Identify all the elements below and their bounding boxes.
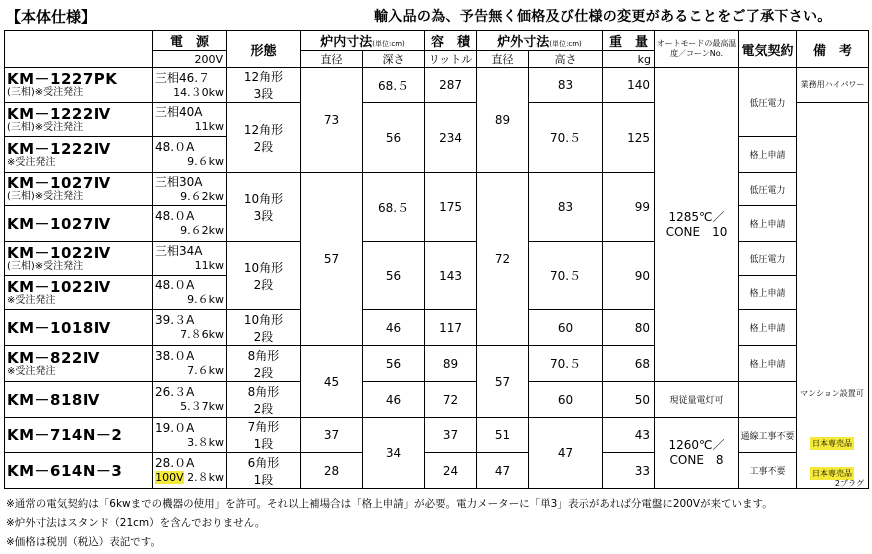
inner-diameter-cell: 37 [301, 418, 363, 453]
outer-diameter-cell: 57 [477, 346, 529, 418]
liter-cell: 89 [425, 346, 477, 382]
plug-note: 2プラグ [834, 479, 864, 488]
model-cell: KM－1222Ⅳ ※受注発注 [5, 137, 153, 173]
depth-cell: 34 [363, 418, 425, 489]
power-cell: 三相34A 11kw [153, 242, 227, 276]
weight-cell: 125 [603, 103, 655, 173]
model-cell: KM－1027Ⅳ [5, 206, 153, 242]
liter-cell: 37 [425, 418, 477, 453]
power-cell: 38.０A 7.６kw [153, 346, 227, 382]
model-cell: KM－1022Ⅳ ※受注発注 [5, 276, 153, 310]
contract-cell: 低圧電力 [739, 242, 797, 276]
weight-header: 重 量 [603, 31, 655, 51]
liter-cell: 143 [425, 242, 477, 310]
inner-diameter-cell: 73 [301, 68, 363, 173]
contract-header: 電気契約 [739, 31, 797, 68]
model-cell: KM－1022Ⅳ (三相)※受注発注 [5, 242, 153, 276]
footnote-3: ※価格は税別（税込）表記です。 [6, 536, 161, 548]
remark-cell: 業務用ハイパワー [797, 68, 869, 103]
contract-cell: 格上申請 [739, 276, 797, 310]
footnote-2: ※炉外寸法はスタンド（21cm）を含んでおりません。 [6, 517, 266, 529]
outer-diameter-cell: 89 [477, 68, 529, 173]
shape-cell: 12角形 3段 [227, 68, 301, 103]
height-cell: 70.５ [529, 346, 603, 382]
power-cell: 26.３A 5.３7kw [153, 382, 227, 418]
contract-cell: 格上申請 [739, 137, 797, 173]
shape-cell: 10角形 2段 [227, 310, 301, 346]
depth-cell: 56 [363, 242, 425, 310]
table-row [5, 68, 869, 103]
liter-cell: 175 [425, 173, 477, 242]
contract-cell: 低圧電力 [739, 173, 797, 206]
power-cell: 三相46.７ 14.３0kw [153, 68, 227, 103]
table-row [5, 310, 869, 346]
depth-cell: 46 [363, 310, 425, 346]
power-cell: 48.０A 9.６2kw [153, 206, 227, 242]
weight-cell: 43 [603, 418, 655, 453]
depth-cell: 56 [363, 103, 425, 173]
table-row [5, 418, 869, 453]
contract-cell: 工事不要 [739, 453, 797, 489]
shape-cell: 8角形 2段 [227, 346, 301, 382]
shape-cell: 8角形 2段 [227, 382, 301, 418]
inner-size-header: 炉内寸法(単位:cm) [301, 31, 425, 51]
model-cell: KM－1227PK (三相)※受注発注 [5, 68, 153, 103]
model-header [5, 31, 153, 68]
contract-cell: 低圧電力 [739, 68, 797, 137]
depth-cell: 68.５ [363, 173, 425, 242]
power-cell: 48.０A 9.６kw [153, 276, 227, 310]
liter-cell: 234 [425, 103, 477, 173]
height-cell: 47 [529, 418, 603, 489]
depth-cell: 56 [363, 346, 425, 382]
outer-diameter-header: 直径 [477, 51, 529, 68]
weight-cell: 90 [603, 242, 655, 310]
power-cell: 三相30A 9.６2kw [153, 173, 227, 206]
liter-cell: 117 [425, 310, 477, 346]
liter-cell: 72 [425, 382, 477, 418]
exclusive-badge-714: 日本専売品 [812, 439, 852, 448]
inner-diameter-cell: 28 [301, 453, 363, 489]
shape-cell: 12角形 2段 [227, 103, 301, 173]
table-row [5, 173, 869, 206]
height-header: 高さ [529, 51, 603, 68]
footnote-1: ※通常の電気契約は「6kwまでの機器の使用」を許可。それ以上補場合は「格上申請」が必要。電力メーターに「単3」表示があれば分電盤に200Vが来ています。 [6, 498, 773, 510]
diameter-header: 直径 [301, 51, 363, 68]
power-voltage: 200V [153, 51, 227, 68]
model-cell: KM－714N－2 [5, 418, 153, 453]
weight-cell: 68 [603, 346, 655, 382]
table-row [5, 346, 869, 382]
contract-cell: 格上申請 [739, 346, 797, 382]
height-cell: 70.５ [529, 242, 603, 310]
model-cell: KM－1018Ⅳ [5, 310, 153, 346]
power-cell: 19.０A 3.８kw [153, 418, 227, 453]
model-cell: KM－1027Ⅳ (三相)※受注発注 [5, 173, 153, 206]
table-row [5, 453, 869, 489]
weight-cell: 50 [603, 382, 655, 418]
section-title: 【本体仕様】 [6, 8, 97, 26]
outer-size-header: 炉外寸法(単位:cm) [477, 31, 603, 51]
depth-header: 深さ [363, 51, 425, 68]
power-header: 電 源 [153, 31, 227, 51]
power-cell: 39.３A 7.８6kw [153, 310, 227, 346]
inner-diameter-cell: 45 [301, 346, 363, 418]
liter-cell: 287 [425, 68, 477, 103]
shape-header: 形態 [227, 31, 301, 68]
auto-temp-cell: 1260℃／ CONE 8 [655, 418, 739, 489]
height-cell: 60 [529, 310, 603, 346]
model-cell: KM－1222Ⅳ (三相)※受注発注 [5, 103, 153, 137]
model-cell: KM－818Ⅳ [5, 382, 153, 418]
outer-diameter-cell: 51 [477, 418, 529, 453]
kg-header: kg [603, 51, 655, 68]
model-cell: KM－614N－3 [5, 453, 153, 489]
height-cell: 83 [529, 68, 603, 103]
remark-818: マンション設置可 [800, 389, 864, 398]
shape-cell: 6角形 1段 [227, 453, 301, 489]
contract-cell: 格上申請 [739, 206, 797, 242]
shape-cell: 7角形 1段 [227, 418, 301, 453]
weight-cell: 33 [603, 453, 655, 489]
remarks-header: 備 考 [797, 31, 869, 68]
height-cell: 70.５ [529, 103, 603, 173]
contract-cell: 格上申請 [739, 310, 797, 346]
outer-diameter-cell: 47 [477, 453, 529, 489]
contract-cell: 通線工事不要 [739, 418, 797, 453]
height-cell: 83 [529, 173, 603, 242]
table-row [5, 242, 869, 276]
height-cell: 60 [529, 382, 603, 418]
weight-cell: 99 [603, 173, 655, 242]
power-cell: 28.０A 100V 2.８kw [153, 453, 227, 489]
weight-cell: 140 [603, 68, 655, 103]
auto-temp-header: オートモードの最高温度／コーンNo. [655, 31, 739, 68]
power-cell: 48.０A 9.６kw [153, 137, 227, 173]
outer-diameter-cell: 72 [477, 173, 529, 346]
inner-diameter-cell: 57 [301, 173, 363, 346]
power-cell: 三相40A 11kw [153, 103, 227, 137]
shape-cell: 10角形 3段 [227, 173, 301, 242]
voltage-100v-tag: 100V [155, 471, 184, 484]
exclusive-badge-614: 日本専売品 [812, 469, 852, 478]
contract-cell: 現従量電灯可 [655, 382, 739, 418]
liter-header: リットル [425, 51, 477, 68]
auto-temp-cell: 1285℃／ CONE 10 [655, 68, 739, 382]
table-row [5, 382, 869, 418]
spec-table [4, 30, 869, 489]
shape-cell: 10角形 2段 [227, 242, 301, 310]
weight-cell: 80 [603, 310, 655, 346]
model-cell: KM－822Ⅳ ※受注発注 [5, 346, 153, 382]
liter-cell: 24 [425, 453, 477, 489]
depth-cell: 46 [363, 382, 425, 418]
price-notice: 輸入品の為、予告無く価格及び仕様の変更があることをご了承下さい。 [374, 9, 832, 25]
capacity-header: 容 積 [425, 31, 477, 51]
depth-cell: 68.５ [363, 68, 425, 103]
